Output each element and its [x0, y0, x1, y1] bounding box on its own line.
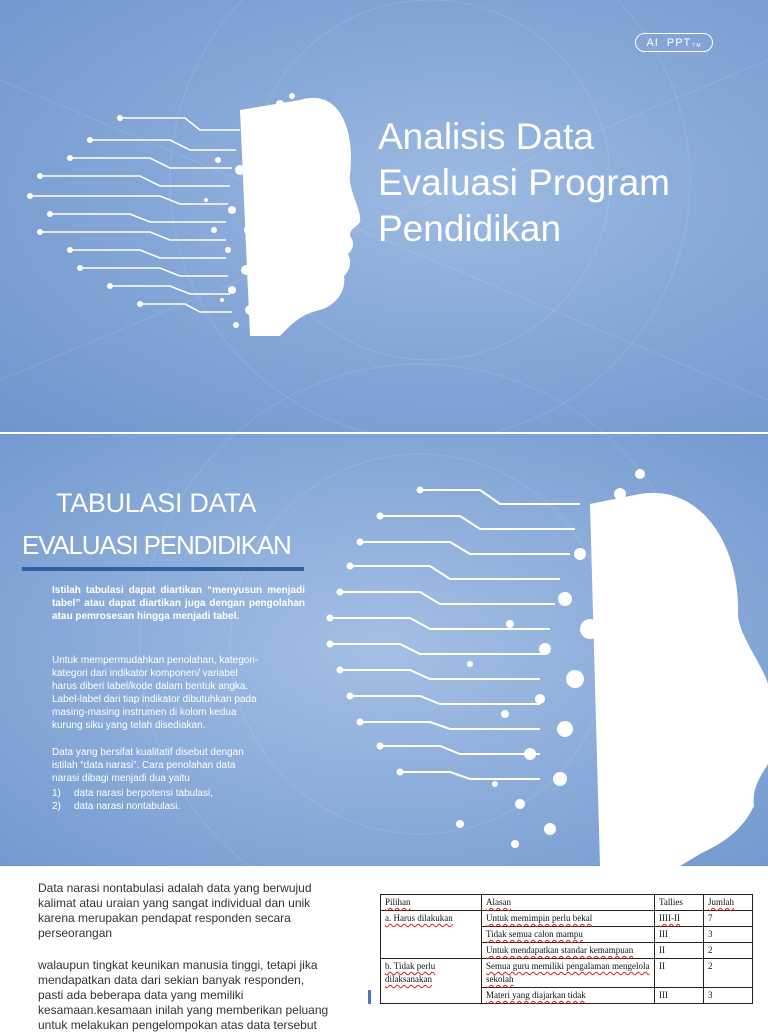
- bullet-marker: [368, 990, 371, 1004]
- paragraph-line: karena merupakan pendapat responden secara: [38, 911, 291, 925]
- cell-jumlah: 2: [704, 959, 753, 988]
- cell-alasan: Tidak semua calon mampu: [482, 927, 655, 943]
- paragraph-line: kategori dari indikator komponen/ variabel: [52, 668, 238, 679]
- list-text: data narasi berpotensi tabulasi,: [74, 788, 213, 799]
- narasi-type-list: [52, 787, 213, 813]
- pengelompokan-paragraph: [38, 958, 338, 1033]
- header-tallies: Tallies: [655, 895, 704, 911]
- cell-pilihan: b. Tidak perlu dilaksanakan: [381, 959, 482, 1004]
- cell-tallies: II: [655, 943, 704, 959]
- paragraph-line: mendapatkan data dari sekian banyak responden,: [38, 973, 305, 987]
- cell-alasan: Semua guru memiliki pengalaman mengelola sekolah: [482, 959, 655, 988]
- paragraph-line: Data yang bersifat kualitatif disebut dengan: [52, 747, 244, 758]
- title-underline: [22, 567, 304, 571]
- paragraph-line: walaupun tingkat keunikan manusia tinggi, tetapi jika: [38, 958, 318, 972]
- paragraph-line: kurung siku yang telah disediakan.: [52, 720, 206, 731]
- tally-table: [380, 894, 753, 1004]
- table-row: [381, 911, 753, 927]
- paragraph-line: masing-masing instrumen di kolom kedua: [52, 707, 237, 718]
- cell-jumlah: 3: [704, 927, 753, 943]
- paragraph-line: harus diberi label/kode dalam bentuk angka.: [52, 681, 249, 692]
- title-line-3: Pendidikan: [378, 208, 562, 249]
- list-number: 1): [52, 788, 61, 799]
- paragraph-line: kalimat atau uraian yang sangat individual dan unik: [38, 896, 311, 910]
- cell-alasan: Untuk memimpin perlu bekal: [482, 911, 655, 927]
- list-text: data narasi nontabulasi.: [74, 801, 181, 812]
- logo-tm-text: TM: [692, 42, 702, 49]
- cell-pilihan: a. Harus dilakukan: [381, 911, 482, 959]
- labeling-paragraph: [52, 654, 292, 732]
- cell-tallies: III: [655, 988, 704, 1004]
- paragraph-line: narasi dibagi menjadi dua yaitu: [52, 773, 190, 784]
- paragraph-line: kesamaan.kesamaan inilah yang memberikan peluang: [38, 1003, 329, 1017]
- cell-jumlah: 2: [704, 943, 753, 959]
- paragraph-line: istilah “data narasi”. Cara penolahan data: [52, 760, 236, 771]
- logo-ppt-text: PPT: [666, 36, 692, 49]
- list-number: 2): [52, 801, 61, 812]
- nontabulasi-paragraph: [38, 881, 338, 941]
- cell-alasan: Untuk mendapatkan standar kemampuan: [482, 943, 655, 959]
- title-slide: [0, 0, 768, 432]
- table-row: [381, 959, 753, 988]
- cell-jumlah: 3: [704, 988, 753, 1004]
- presentation-title: [378, 114, 758, 252]
- tabulasi-slide: [0, 434, 768, 866]
- narasi-paragraph: [52, 746, 292, 785]
- paragraph-line: untuk melakukan pengelompokan atas data tersebut: [38, 1018, 317, 1032]
- title-line-2: Evaluasi Program: [378, 162, 671, 203]
- cell-tallies: II: [655, 959, 704, 988]
- cell-alasan: Materi yang diajarkan tidak: [482, 988, 655, 1004]
- nontabulasi-slide: [0, 866, 768, 1032]
- title-line-1: Analisis Data: [378, 116, 594, 157]
- definition-paragraph: Istilah tabulasi dapat diartikan “menyusun menjadi tabel” atau dapat diartikan juga dengan pengolahan atau pemrosesan hingga menjadi tabel.: [52, 585, 305, 622]
- paragraph-line: pasti ada beberapa data yang memiliki: [38, 988, 244, 1002]
- paragraph-line: Untuk mempermudahkan penolahan, kategori-: [52, 655, 259, 666]
- aippt-logo: [635, 33, 713, 52]
- cell-tallies: IIII-II: [655, 911, 704, 927]
- cell-jumlah: 7: [704, 911, 753, 927]
- header-alasan: Alasan: [482, 895, 655, 911]
- paragraph-line: Data narasi nontabulasi adalah data yang berwujud: [38, 881, 312, 895]
- table-header-row: [381, 895, 753, 911]
- section-title-line-2: EVALUASI PENDIDIKAN: [22, 530, 291, 560]
- list-item: [52, 787, 213, 800]
- section-title-line-1: TABULASI DATA: [56, 488, 257, 518]
- header-jumlah: Jumlah: [704, 895, 753, 911]
- header-pilihan: Pilihan: [381, 895, 482, 911]
- paragraph-line: perseorangan: [38, 926, 113, 940]
- list-item: [52, 800, 213, 813]
- paragraph-line: Label-label dari tiap indikator dibutuhkan pada: [52, 694, 257, 705]
- cell-tallies: III: [655, 927, 704, 943]
- logo-ai-text: AI: [646, 36, 659, 49]
